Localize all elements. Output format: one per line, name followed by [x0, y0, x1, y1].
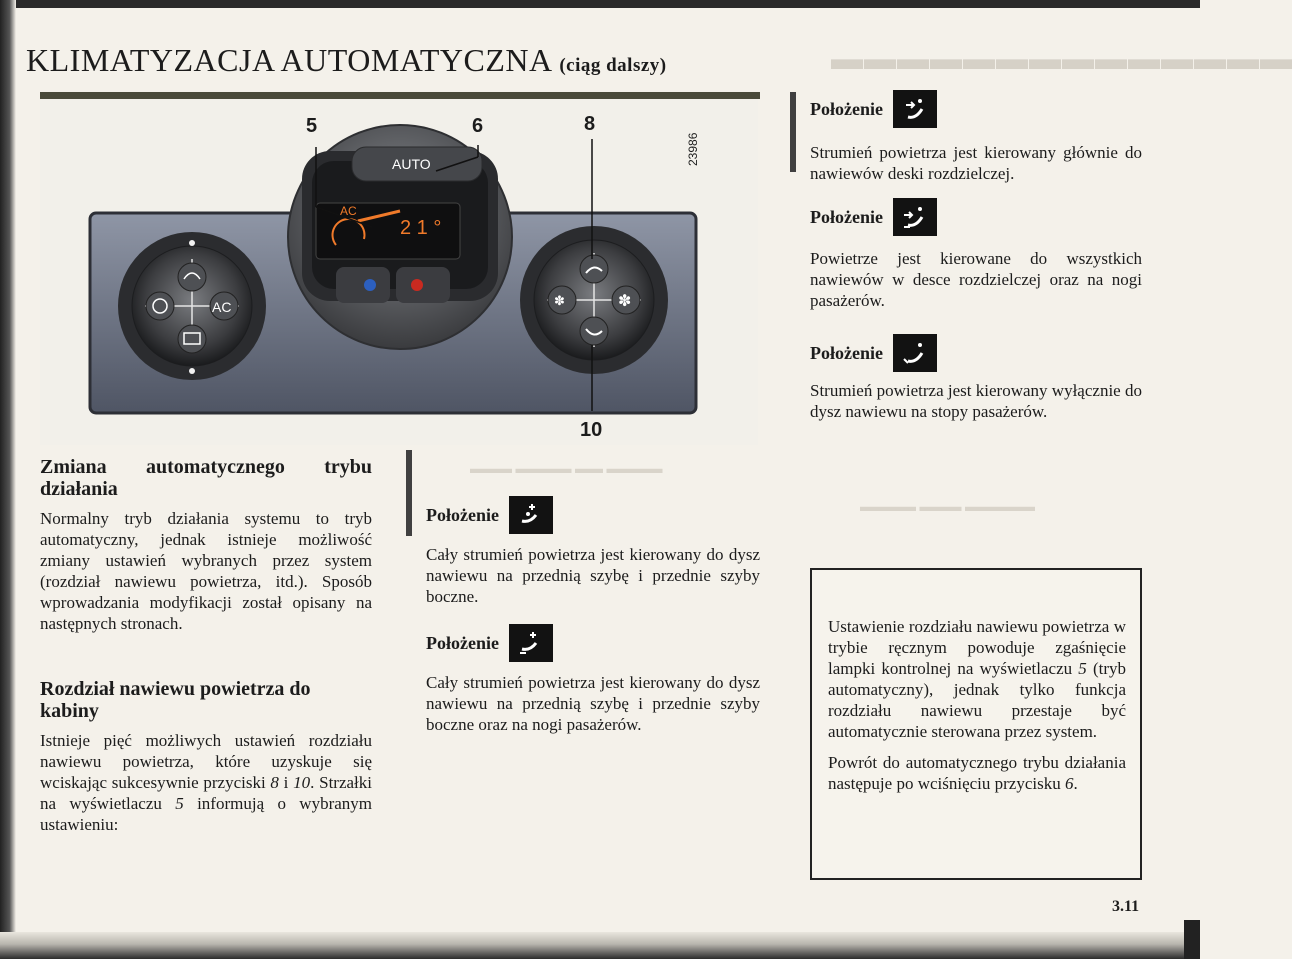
section-bar — [790, 92, 796, 172]
note-box — [810, 568, 1142, 880]
mode-windscreen-feet — [426, 624, 760, 735]
page-number: 3.11 — [1112, 898, 1140, 915]
mode-description: Cały strumień powietrza jest kierowany do dysz nawiewu na przednią szybę i przednie szyby boczne oraz na nogi pasażerów. — [426, 673, 760, 734]
section-air-distribution — [40, 678, 372, 835]
page-corner-shadow — [1184, 920, 1200, 959]
callout-8: 8 — [584, 113, 596, 135]
button-ref: 6 — [1065, 774, 1074, 793]
body-text: Istnieje pięć możliwych ustawień rozdziału nawiewu powietrza, które uzyskuje się wciskając sukcesywnie przyciski — [40, 731, 372, 792]
button-ref: 10 — [293, 773, 311, 792]
climate-panel-figure — [40, 99, 758, 445]
ac-button-label: AC — [212, 299, 232, 315]
feet-airflow-icon — [893, 334, 937, 372]
fan-fast-icon: ✽ — [618, 291, 632, 310]
mode-label: Położenie — [810, 342, 883, 363]
note-text: (tryb automatyczny), jednak tylko funkcja rozdziału nawiewu przestaje być automatycznie sterowana przez system. — [828, 659, 1126, 741]
display-ref: 5 — [175, 794, 184, 813]
display-temperature: 2 1 ° — [400, 217, 442, 239]
callout-5: 5 — [306, 115, 318, 137]
section-mode-change — [40, 456, 372, 634]
body-text: . Strzałki na wyświetlaczu — [40, 773, 372, 813]
section-body — [40, 730, 372, 835]
note-text: Ustawienie rozdziału nawiewu powietrza w trybie ręcznym powoduje zgaśnięcie lampki kontrolnej na wyświetlaczu — [828, 617, 1126, 678]
page-top-shadow — [0, 0, 1200, 8]
figure-reference-number: 23986 — [686, 132, 700, 166]
page-bottom-shadow — [0, 932, 1200, 959]
windscreen-airflow-icon — [509, 496, 553, 534]
mode-description: Cały strumień powietrza jest kierowany do dysz nawiewu na przednią szybę i przednie szyby boczne. — [426, 545, 760, 606]
mode-label: Położenie — [426, 632, 499, 653]
mode-description: Strumień powietrza jest kierowany wyłącznie do dysz nawiewu na stopy pasażerów. — [810, 381, 1142, 421]
windscreen-and-feet-airflow-icon — [509, 624, 553, 662]
page-title — [26, 42, 667, 79]
mode-label: Położenie — [810, 98, 883, 119]
temp-up-button — [411, 279, 423, 291]
note-text: . — [1073, 774, 1078, 793]
auto-button-label: AUTO — [392, 156, 431, 172]
mode-label: Położenie — [810, 206, 883, 227]
note-paragraph — [828, 616, 1126, 742]
climate-panel-illustration — [40, 99, 758, 445]
mode-description: Powietrze jest kierowane do wszystkich nawiewów w desce rozdzielczej oraz na nogi pasażerów. — [810, 249, 1142, 310]
title-rule — [40, 92, 760, 99]
page-subtitle: (ciąg dalszy) — [559, 55, 667, 76]
dashboard-and-feet-airflow-icon — [893, 198, 937, 236]
mode-dashboard — [810, 90, 1142, 184]
mode-dashboard-feet — [810, 198, 1142, 311]
callout-6: 6 — [472, 115, 484, 137]
mode-windscreen — [426, 496, 760, 607]
button-ref: 8 — [270, 773, 279, 792]
fan-slow-icon: ✽ — [554, 294, 565, 309]
section-bar — [406, 450, 412, 536]
mode-description: Strumień powietrza jest kierowany głównie do nawiewów deski rozdzielczej. — [810, 143, 1142, 183]
show-through-decoration: ▬▬▬ ▬▬▬▬ ▬▬ ▬▬▬▬ — [470, 462, 663, 477]
section-heading: Zmiana automatycznego trybu działania — [40, 456, 372, 500]
note-paragraph — [828, 752, 1126, 794]
section-body: Normalny tryb działania systemu to tryb automatyczny, jednak istnieje możliwość zmiany ustawień wybranych przez system (rozdział nawiewu powietrza, itd.). Sposób wprowadzania modyfikacji został opisany na następnych stronach. — [40, 509, 372, 633]
dashboard-airflow-icon — [893, 90, 937, 128]
mode-feet — [810, 334, 1142, 422]
section-heading: Rozdział nawiewu powietrza do kabiny — [40, 678, 311, 722]
show-through-decoration: ▬▬▬▬ ▬▬▬ ▬▬▬▬▬ — [860, 500, 1035, 515]
display-ref: 5 — [1078, 659, 1087, 678]
show-through-decoration: ▬▬▬▬▬▬▬▬▬▬▬▬▬▬ — [830, 40, 1292, 76]
note-text: Powrót do automatycznego trybu działania następuje po wciśnięciu przycisku — [828, 753, 1126, 793]
page-binding-shadow — [0, 0, 16, 959]
page-title-text: KLIMATYZACJA AUTOMATYCZNA — [26, 42, 551, 78]
display-ac-text: AC — [340, 204, 357, 218]
callout-10: 10 — [580, 419, 603, 441]
body-text: i — [278, 773, 294, 792]
body-text: informują o wybranym ustawieniu: — [40, 794, 372, 834]
mode-label: Położenie — [426, 504, 499, 525]
temp-down-button — [364, 279, 376, 291]
